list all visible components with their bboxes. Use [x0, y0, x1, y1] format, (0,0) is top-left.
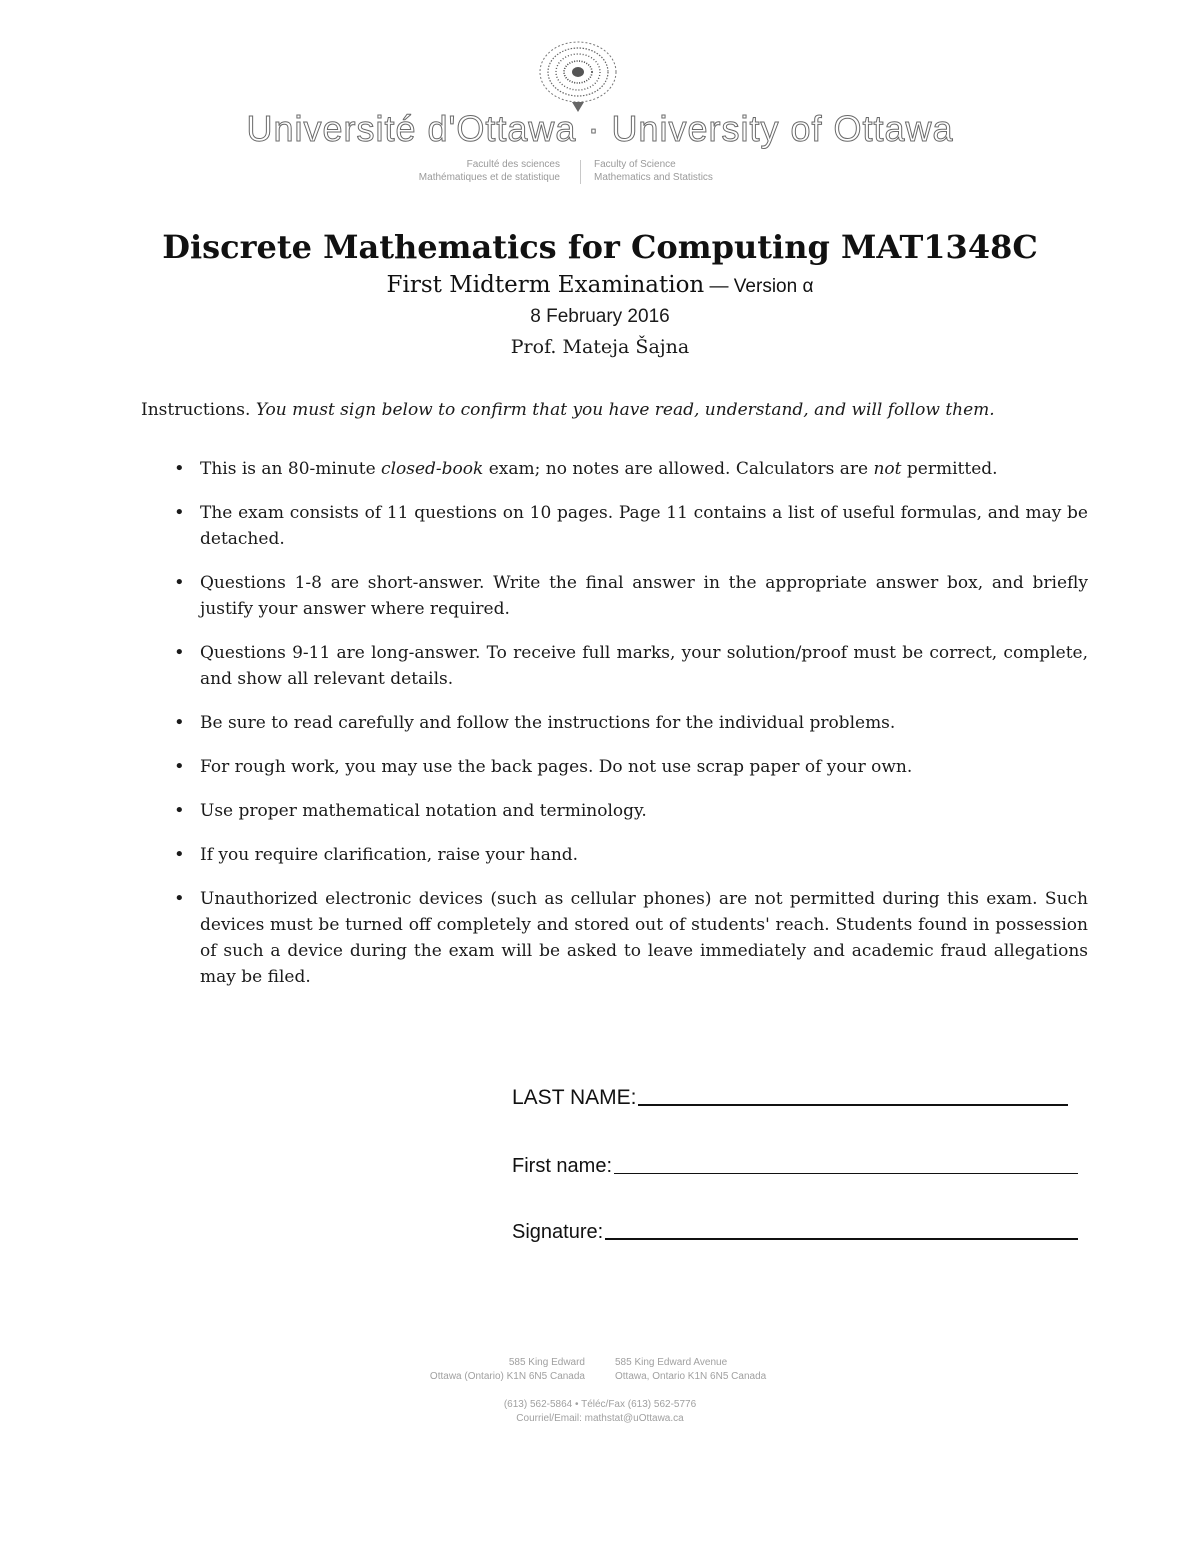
emphasis-text: not: [873, 459, 902, 479]
footer-phone: (613) 562-5864 • Téléc/Fax (613) 562-5776: [503, 1399, 697, 1410]
footer-line: Ottawa, Ontario K1N 6N5 Canada: [615, 1371, 767, 1382]
instruction-item: • Unauthorized electronic devices (such as cellular phones) are not permitted during this exam. Such devices must be turned off completely and stored out of students' reach. Students found in possession of such a device during the exam will be asked to leave immediately and academic fraud allegations may be filed.: [174, 886, 1088, 990]
instruction-text: This is an 80-minute: [200, 459, 382, 479]
first-name-label: First name:: [512, 1155, 613, 1177]
footer-line: 585 King Edward Avenue: [615, 1357, 728, 1368]
signature-line[interactable]: [605, 1238, 1078, 1240]
instruction-text: permitted.: [901, 459, 998, 479]
footer-line: 585 King Edward: [508, 1357, 585, 1368]
professor-name: Prof. Mateja Šajna: [510, 336, 690, 358]
signature-label: Signature:: [512, 1221, 604, 1243]
university-name: Université d'Ottawa · University of Ottawa: [246, 108, 954, 149]
instructions-label: Instructions.: [141, 400, 251, 420]
faculty-english: [594, 158, 854, 184]
exam-subtitle: [0, 272, 1200, 298]
instructions-list: [174, 456, 1088, 1008]
instruction-item: • The exam consists of 11 questions on 10 pages. Page 11 contains a list of useful formulas, and may be detached.: [174, 500, 1088, 552]
instruction-text: exam; no notes are allowed. Calculators are: [483, 459, 874, 479]
emphasis-text: closed-book: [381, 459, 484, 479]
footer-address-english: [615, 1356, 865, 1384]
instruction-item: • If you require clarification, raise your hand.: [174, 842, 1088, 868]
faculty-french: [300, 158, 560, 184]
footer-contact: [0, 1398, 1200, 1426]
footer-address-french: [335, 1356, 585, 1384]
exam-version: Version α: [733, 276, 814, 297]
signature-field[interactable]: [512, 1221, 1078, 1244]
exam-date: 8 February 2016: [530, 306, 670, 327]
first-name-field[interactable]: [512, 1155, 1078, 1178]
footer-line: Ottawa (Ontario) K1N 6N5 Canada: [429, 1371, 585, 1382]
instructions-heading: [141, 398, 1091, 422]
faculty-english-line-1: Faculty of Science: [594, 159, 676, 170]
instruction-item: • For rough work, you may use the back pages. Do not use scrap paper of your own.: [174, 754, 1088, 780]
footer-email: Courriel/Email: mathstat@uOttawa.ca: [516, 1413, 684, 1424]
instruction-item: • Questions 1-8 are short-answer. Write the final answer in the appropriate answer box, and briefly justify your answer where required.: [174, 570, 1088, 622]
first-name-line[interactable]: [614, 1173, 1078, 1174]
instruction-item: [174, 456, 1088, 482]
subtitle-dash: —: [704, 276, 734, 297]
instruction-item: • Use proper mathematical notation and terminology.: [174, 798, 1088, 824]
faculty-divider: [580, 160, 581, 184]
last-name-line[interactable]: [638, 1104, 1068, 1106]
instruction-item: • Be sure to read carefully and follow the instructions for the individual problems.: [174, 710, 1088, 736]
last-name-field[interactable]: [512, 1086, 1068, 1110]
faculty-french-line-2: Mathématiques et de statistique: [418, 172, 560, 183]
instruction-item: • Questions 9-11 are long-answer. To receive full marks, your solution/proof must be correct, complete, and show all relevant details.: [174, 640, 1088, 692]
footer-address: [0, 1356, 1200, 1384]
university-crest-icon: [528, 36, 628, 114]
instructions-note: You must sign below to confirm that you have read, understand, and will follow them.: [255, 400, 995, 420]
faculty-english-line-2: Mathematics and Statistics: [594, 172, 713, 183]
faculty-french-line-1: Faculté des sciences: [466, 159, 560, 170]
exam-name: First Midterm Examination: [386, 272, 705, 298]
last-name-label: LAST NAME:: [512, 1086, 637, 1109]
course-title: Discrete Mathematics for Computing MAT1348C: [162, 228, 1038, 266]
